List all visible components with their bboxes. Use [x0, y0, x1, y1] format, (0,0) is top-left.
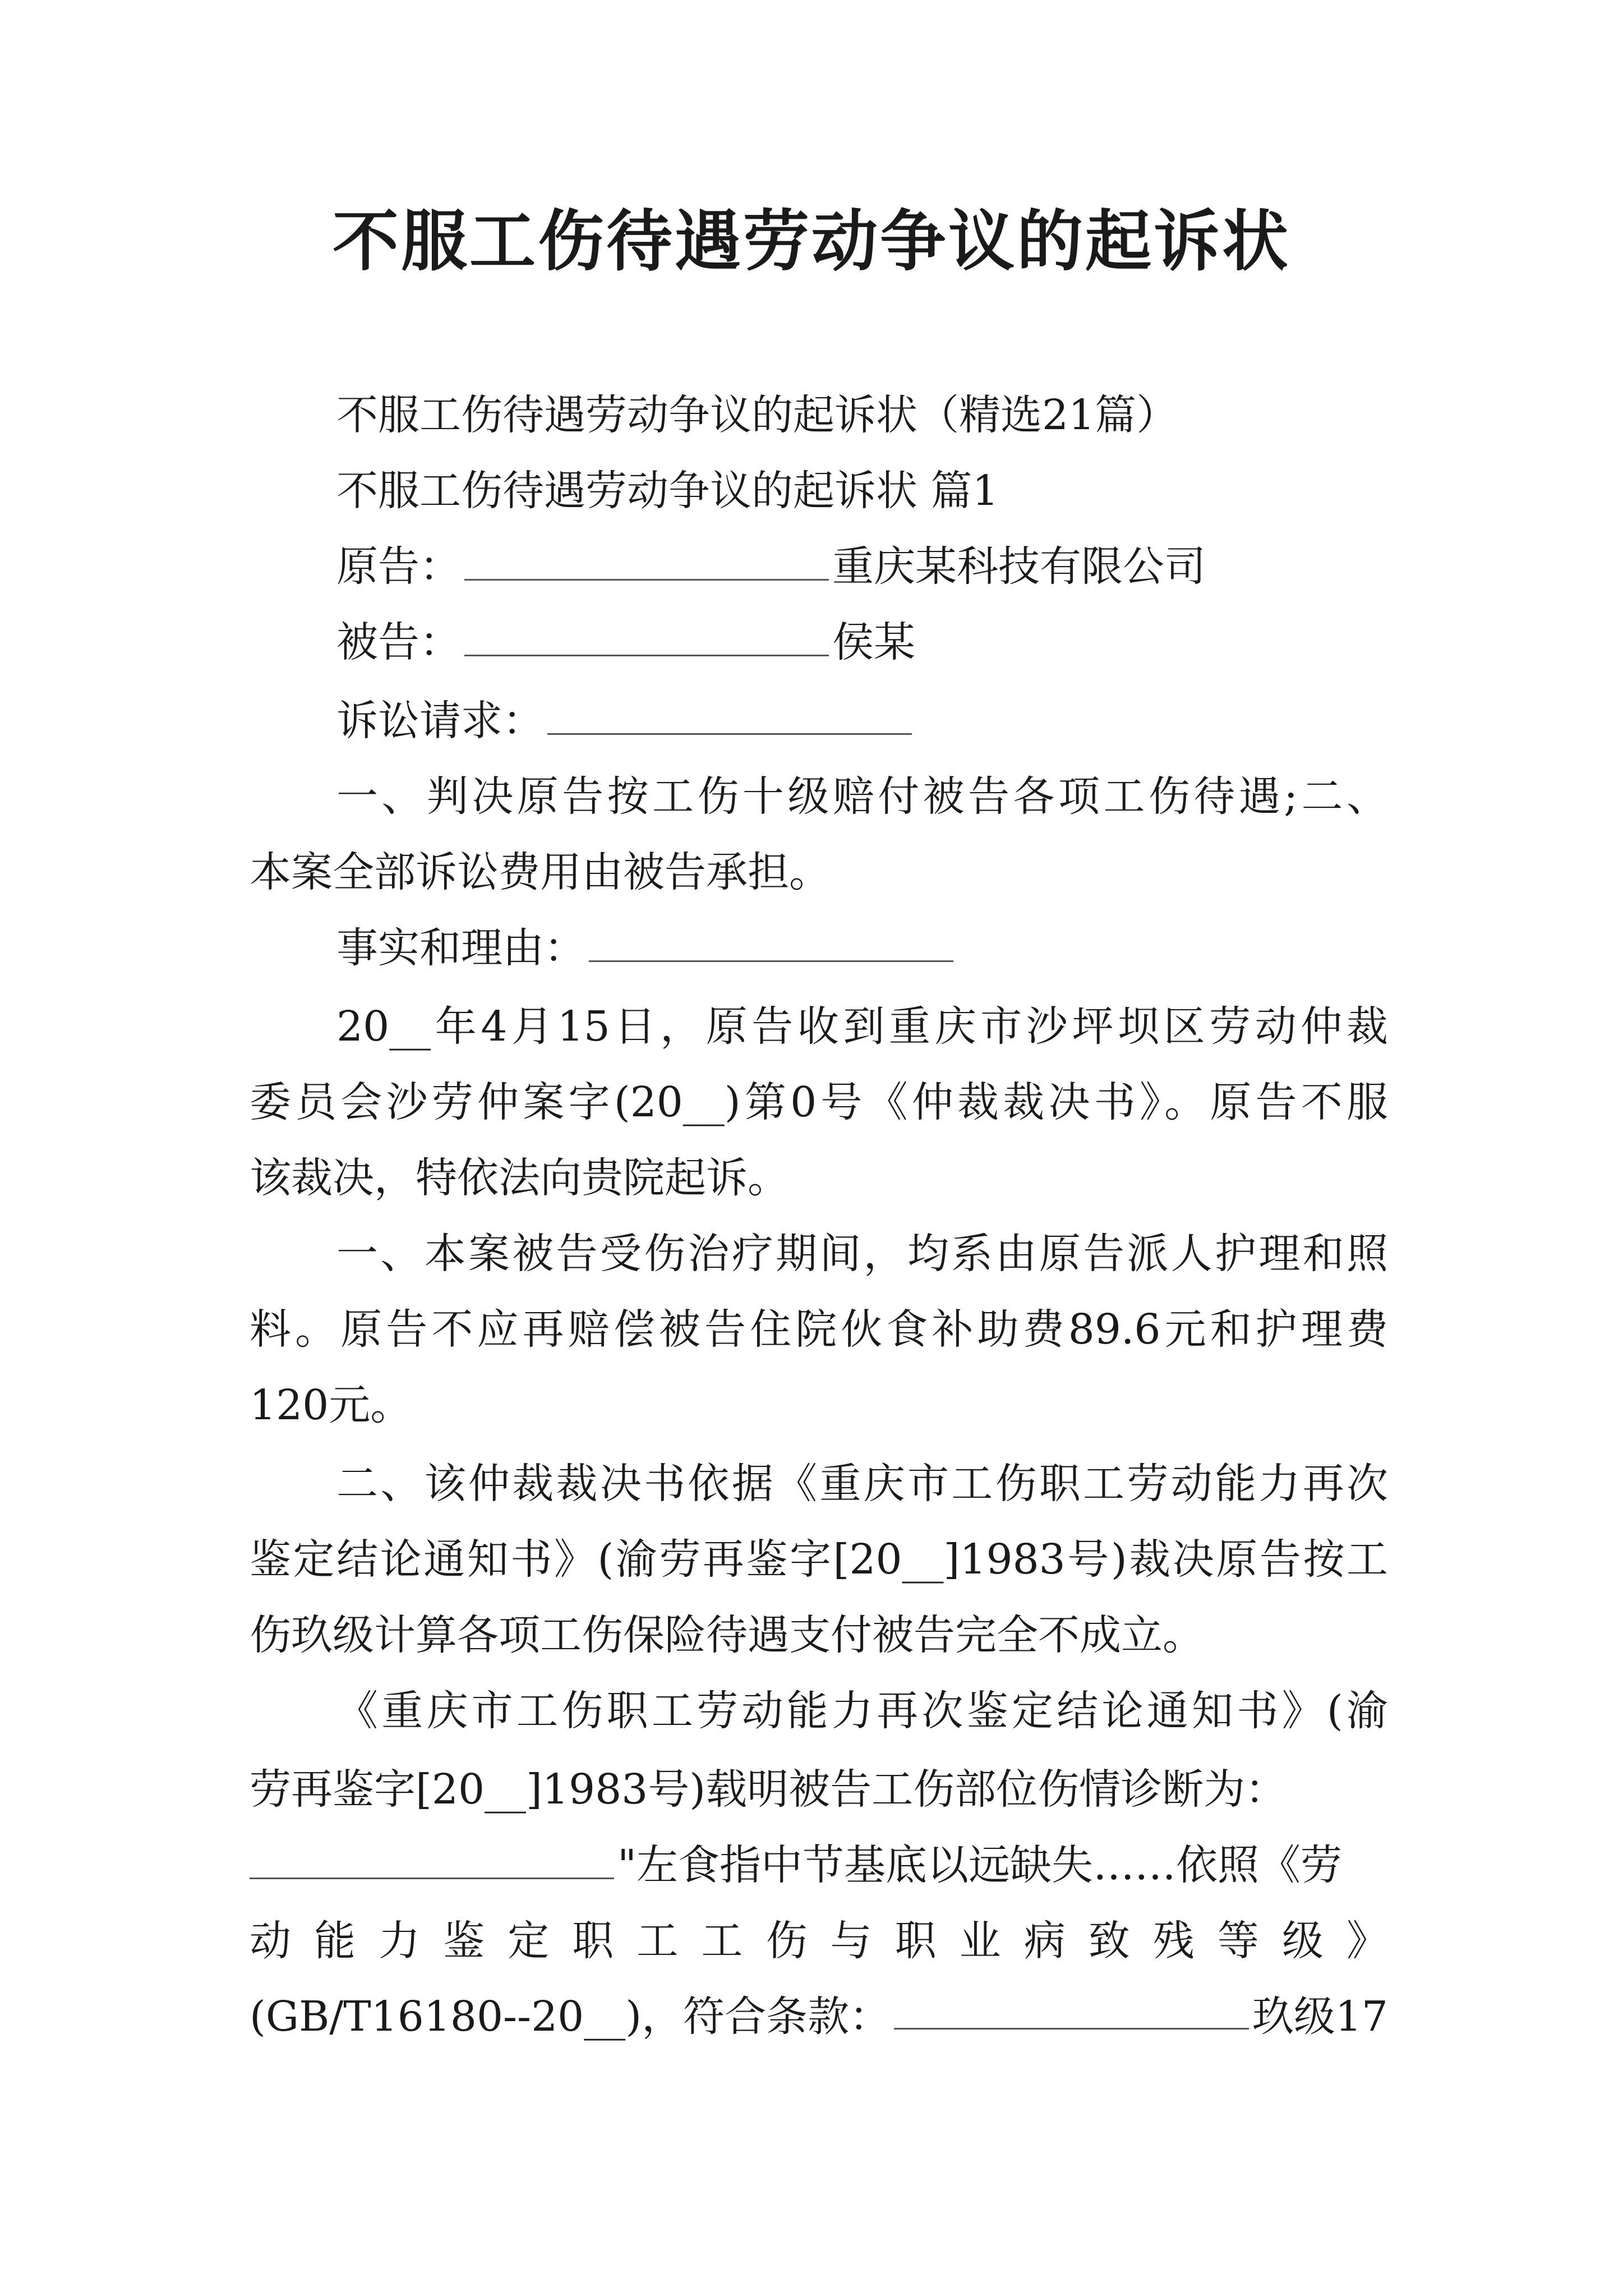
blank-line: [589, 921, 953, 962]
section-heading: 不服工伤待遇劳动争议的起诉状 篇1: [336, 467, 999, 515]
paragraph-3-line-3: 伤玖级计算各项工伤保险待遇支付被告完全不成立。: [250, 1611, 1204, 1659]
subtitle: 不服工伤待遇劳动争议的起诉状（精选21篇）: [336, 391, 1178, 439]
paragraph-4-line-5-start: (GB/T16180--20__)，符合条款：: [250, 1993, 891, 2041]
paragraph-3-line-2: 鉴定结论通知书》(渝劳再鉴字[20__]1983号)裁决原告按工: [250, 1535, 1388, 1584]
paragraph-1-line-3: 该裁决，特依法向贵院起诉。: [250, 1154, 789, 1202]
paragraph-4-line-3-text: "左食指中节基底以远缺失……依照《劳: [617, 1841, 1343, 1889]
plaintiff-line: [336, 539, 1475, 595]
paragraph-4-line-2: 劳再鉴字[20__]1983号)载明被告工伤部位伤情诊断为：: [250, 1765, 1287, 1814]
plaintiff-label: 原告：: [336, 542, 461, 591]
blank-line: [547, 694, 912, 735]
defendant-line: [336, 614, 1475, 670]
plaintiff-value: 重庆某科技有限公司: [832, 542, 1206, 591]
claims-text-line-1: 一、判决原告按工伤十级赔付被告各项工伤待遇;二、: [336, 772, 1388, 821]
paragraph-1-line-1: 20__年4月15日，原告收到重庆市沙坪坝区劳动仲裁: [336, 1002, 1388, 1051]
paragraph-2-line-3: 120元。: [250, 1381, 412, 1429]
claims-line: [336, 693, 1475, 749]
blank-line: [250, 1838, 614, 1879]
paragraph-2-line-2: 料。原告不应再赔偿被告住院伙食补助费89.6元和护理费: [250, 1305, 1388, 1354]
facts-label: 事实和理由：: [336, 924, 585, 972]
paragraph-1-line-2: 委员会沙劳仲案字(20__)第0号《仲裁裁决书》。原告不服: [250, 1078, 1388, 1126]
paragraph-3-line-1: 二、该仲裁裁决书依据《重庆市工伤职工劳动能力再次: [336, 1460, 1388, 1508]
paragraph-4-line-5-end: 玖级17: [1252, 1993, 1388, 2041]
facts-line: [336, 920, 1475, 976]
blank-line: [894, 1989, 1249, 2030]
paragraph-4-line-4: 动能力鉴定职工工伤与职业病致残等级》: [250, 1917, 1388, 1965]
blank-line: [464, 615, 829, 656]
defendant-label: 被告：: [336, 618, 461, 666]
claims-text-line-2: 本案全部诉讼费用由被告承担。: [250, 848, 831, 896]
paragraph-4-line-3: [250, 1837, 1388, 1893]
document-title: 不服工伤待遇劳动争议的起诉状: [332, 202, 1290, 280]
paragraph-4-line-5: [250, 1989, 1388, 2045]
defendant-value: 侯某: [832, 618, 915, 666]
paragraph-2-line-1: 一、本案被告受伤治疗期间，均系由原告派人护理和照: [336, 1230, 1388, 1278]
blank-line: [464, 540, 829, 581]
paragraph-4-line-1: 《重庆市工伤职工劳动能力再次鉴定结论通知书》(渝: [336, 1687, 1388, 1735]
claims-label: 诉讼请求：: [336, 697, 544, 745]
